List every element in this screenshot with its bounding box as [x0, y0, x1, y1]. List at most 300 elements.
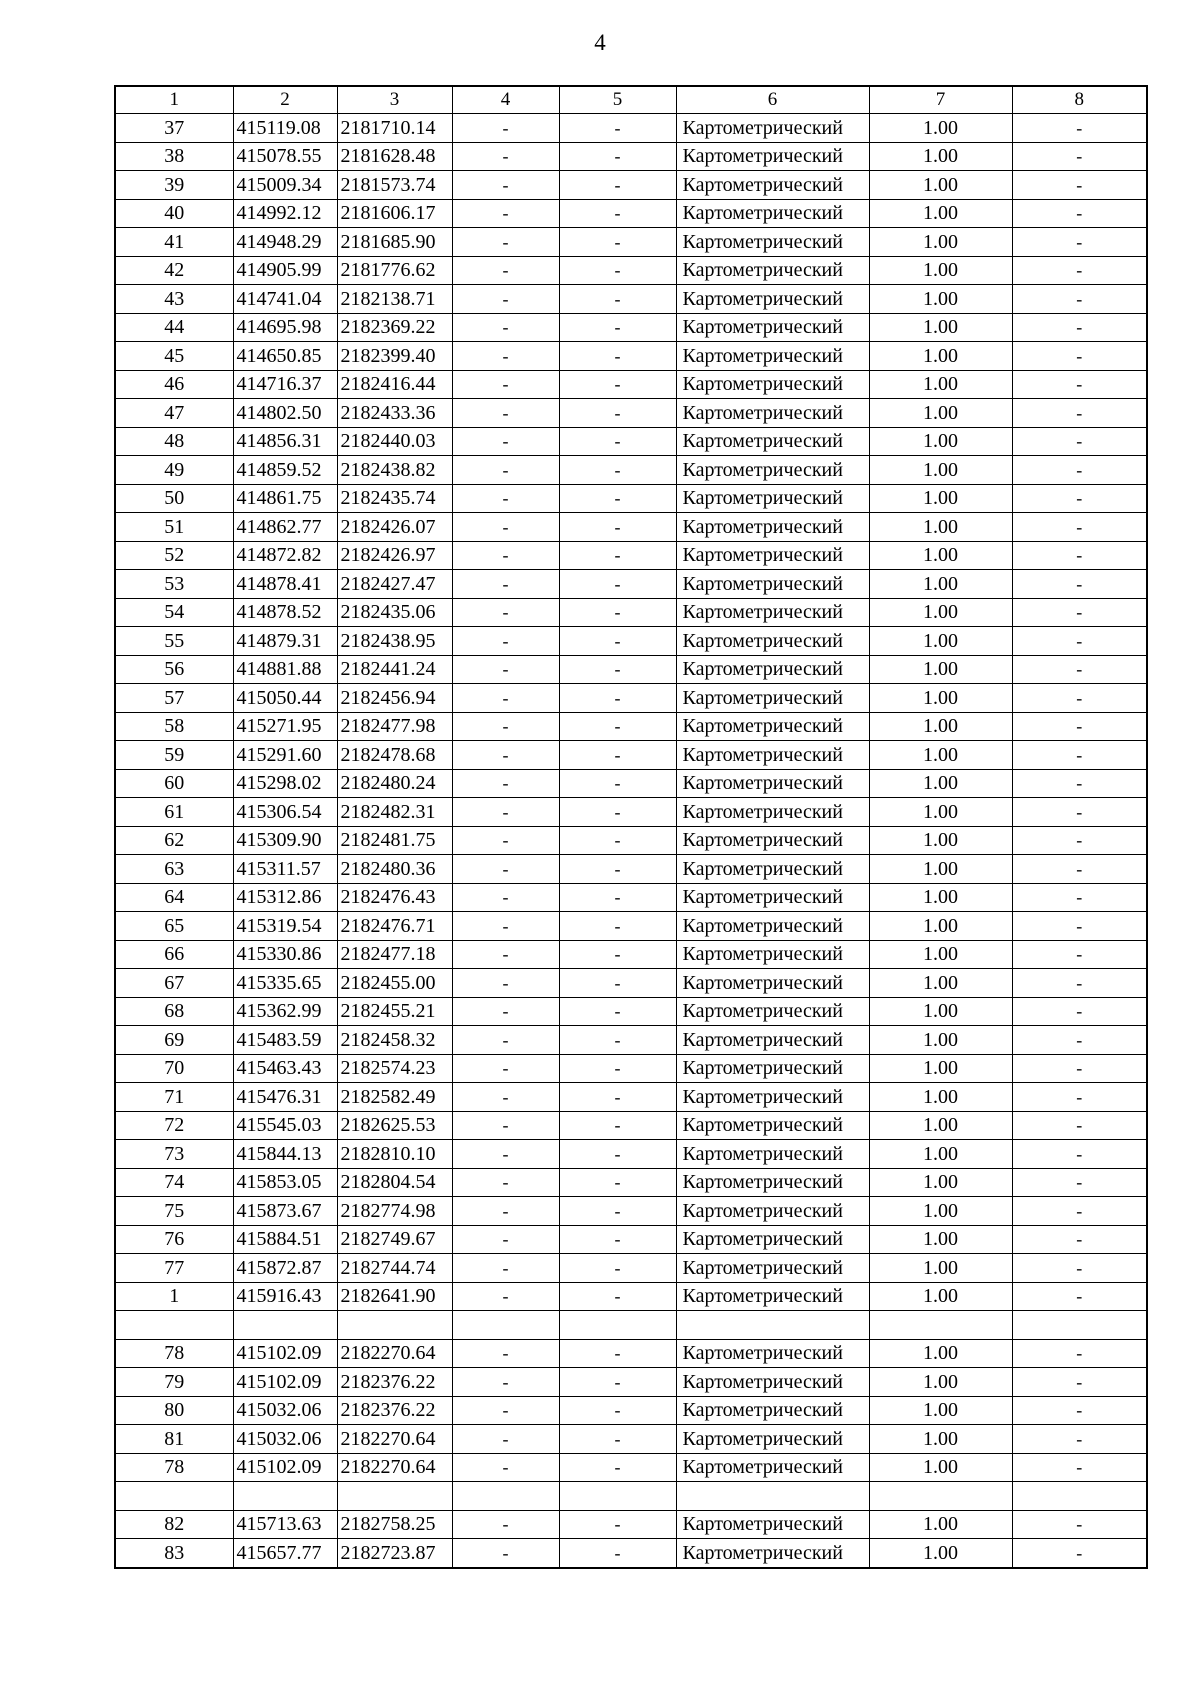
table-cell: 2182427.47 — [337, 570, 452, 599]
table-cell: 2182804.54 — [337, 1168, 452, 1197]
table-cell: Картометрический — [676, 513, 869, 542]
table-cell: - — [559, 741, 676, 770]
table-cell: 1.00 — [869, 912, 1012, 941]
table-cell: 2182477.18 — [337, 940, 452, 969]
table-cell: 414878.52 — [233, 598, 337, 627]
table-cell: - — [452, 598, 559, 627]
table-cell: - — [1012, 513, 1147, 542]
table-cell: 1.00 — [869, 883, 1012, 912]
table-cell: - — [1012, 1140, 1147, 1169]
table-cell: - — [1012, 1026, 1147, 1055]
table-row — [115, 798, 1147, 827]
table-cell: 83 — [115, 1539, 233, 1568]
table-cell: - — [559, 1225, 676, 1254]
column-header: 5 — [559, 86, 676, 114]
table-cell: Картометрический — [676, 570, 869, 599]
table-cell: Картометрический — [676, 1453, 869, 1482]
table-cell: 1.00 — [869, 826, 1012, 855]
table-cell: 2182435.74 — [337, 484, 452, 513]
table-cell: 1.00 — [869, 570, 1012, 599]
table-cell: 43 — [115, 285, 233, 314]
table-cell: 415306.54 — [233, 798, 337, 827]
table-cell: 1.00 — [869, 1453, 1012, 1482]
table-cell: - — [452, 1282, 559, 1311]
table-cell: - — [452, 456, 559, 485]
table-row — [115, 513, 1147, 542]
table-cell: 2181628.48 — [337, 142, 452, 171]
table-cell: 1.00 — [869, 228, 1012, 257]
table-cell: - — [1012, 1453, 1147, 1482]
table-cell: - — [452, 399, 559, 428]
table-cell: - — [1012, 342, 1147, 371]
table-cell: 2182455.00 — [337, 969, 452, 998]
table-cell: Картометрический — [676, 712, 869, 741]
table-cell: Картометрический — [676, 256, 869, 285]
table-cell: Картометрический — [676, 456, 869, 485]
table-cell: 1.00 — [869, 1425, 1012, 1454]
table-cell: 415853.05 — [233, 1168, 337, 1197]
table-cell: 1.00 — [869, 1168, 1012, 1197]
table-cell: 415844.13 — [233, 1140, 337, 1169]
table-cell: - — [452, 997, 559, 1026]
table-cell: 415335.65 — [233, 969, 337, 998]
table-cell: 47 — [115, 399, 233, 428]
table-row — [115, 199, 1147, 228]
table-cell: Картометрический — [676, 1054, 869, 1083]
table-cell: 415271.95 — [233, 712, 337, 741]
table-cell: 2182399.40 — [337, 342, 452, 371]
table-row — [115, 1026, 1147, 1055]
table-cell: Картометрический — [676, 1168, 869, 1197]
table-cell: 2182416.44 — [337, 370, 452, 399]
table-cell: 62 — [115, 826, 233, 855]
table-cell: Картометрический — [676, 1225, 869, 1254]
table-cell: 1.00 — [869, 456, 1012, 485]
table-row — [115, 883, 1147, 912]
table-cell: 414802.50 — [233, 399, 337, 428]
table-cell: - — [559, 712, 676, 741]
table-cell: - — [452, 285, 559, 314]
table-cell: 1.00 — [869, 285, 1012, 314]
table-row — [115, 399, 1147, 428]
table-cell: - — [559, 798, 676, 827]
table-cell: 1.00 — [869, 684, 1012, 713]
table-cell: 46 — [115, 370, 233, 399]
table-cell: 2182749.67 — [337, 1225, 452, 1254]
table-cell: 415078.55 — [233, 142, 337, 171]
table-cell: - — [452, 655, 559, 684]
table-cell: 2182476.43 — [337, 883, 452, 912]
table-cell: - — [452, 513, 559, 542]
table-cell: - — [452, 741, 559, 770]
table-cell: - — [559, 1539, 676, 1568]
table-row — [115, 598, 1147, 627]
table-cell: 415311.57 — [233, 855, 337, 884]
table-cell: 2182441.24 — [337, 655, 452, 684]
table-cell: - — [559, 855, 676, 884]
table-cell: - — [1012, 1396, 1147, 1425]
table-cell: - — [559, 199, 676, 228]
table-row — [115, 969, 1147, 998]
table-cell: - — [452, 1225, 559, 1254]
table-cell: - — [452, 1368, 559, 1397]
table-cell: 1.00 — [869, 1054, 1012, 1083]
table-cell: - — [559, 883, 676, 912]
table-cell: 1.00 — [869, 712, 1012, 741]
table-cell: 1.00 — [869, 769, 1012, 798]
table-cell: - — [1012, 712, 1147, 741]
table-cell: 2182574.23 — [337, 1054, 452, 1083]
table-row — [115, 114, 1147, 143]
table-row — [115, 342, 1147, 371]
table-cell: - — [452, 1111, 559, 1140]
table-cell: 415032.06 — [233, 1425, 337, 1454]
table-cell: 73 — [115, 1140, 233, 1169]
table-cell: 76 — [115, 1225, 233, 1254]
table-cell: - — [559, 1140, 676, 1169]
table-cell: - — [452, 256, 559, 285]
table-cell: 1.00 — [869, 399, 1012, 428]
table-cell: - — [559, 513, 676, 542]
table-cell: - — [452, 313, 559, 342]
table-cell — [452, 1311, 559, 1340]
table-cell: - — [1012, 741, 1147, 770]
table-cell: Картометрический — [676, 342, 869, 371]
table-cell: 1.00 — [869, 598, 1012, 627]
table-cell: - — [452, 769, 559, 798]
table-cell: 414879.31 — [233, 627, 337, 656]
column-header: 4 — [452, 86, 559, 114]
table-cell: - — [452, 883, 559, 912]
table-cell: 1.00 — [869, 484, 1012, 513]
table-cell: - — [1012, 570, 1147, 599]
table-cell: Картометрический — [676, 313, 869, 342]
table-cell: - — [452, 342, 559, 371]
table-cell: Картометрический — [676, 370, 869, 399]
table-cell: - — [452, 114, 559, 143]
table-cell: - — [1012, 655, 1147, 684]
table-row — [115, 1111, 1147, 1140]
table-cell: 39 — [115, 171, 233, 200]
table-cell: 82 — [115, 1510, 233, 1539]
table-row — [115, 1168, 1147, 1197]
table-cell: 2182582.49 — [337, 1083, 452, 1112]
table-cell: 63 — [115, 855, 233, 884]
table-cell: - — [559, 370, 676, 399]
table-cell: 2182438.82 — [337, 456, 452, 485]
table-cell: Картометрический — [676, 598, 869, 627]
table-cell: - — [559, 1396, 676, 1425]
table-cell: - — [1012, 940, 1147, 969]
table-cell: Картометрический — [676, 940, 869, 969]
table-row — [115, 1054, 1147, 1083]
table-cell: 415657.77 — [233, 1539, 337, 1568]
table-cell: 2181685.90 — [337, 228, 452, 257]
table-cell: 415291.60 — [233, 741, 337, 770]
table-cell: - — [559, 1111, 676, 1140]
table-cell: 57 — [115, 684, 233, 713]
table-cell: - — [1012, 1368, 1147, 1397]
page-number: 4 — [594, 30, 606, 55]
table-cell: Картометрический — [676, 1510, 869, 1539]
table-cell: - — [452, 1510, 559, 1539]
table-cell: 2182480.24 — [337, 769, 452, 798]
table-cell: - — [1012, 1054, 1147, 1083]
table-cell: - — [452, 1539, 559, 1568]
table-cell: 2182758.25 — [337, 1510, 452, 1539]
table-cell: Картометрический — [676, 883, 869, 912]
table-cell: 79 — [115, 1368, 233, 1397]
table-cell: - — [1012, 1225, 1147, 1254]
table-cell: - — [452, 712, 559, 741]
table-cell: 2182433.36 — [337, 399, 452, 428]
table-cell: 415872.87 — [233, 1254, 337, 1283]
coordinates-table — [114, 85, 1148, 1569]
table-cell: - — [559, 1510, 676, 1539]
table-cell: Картометрический — [676, 142, 869, 171]
table-cell: 1.00 — [869, 1083, 1012, 1112]
table-cell: 48 — [115, 427, 233, 456]
table-cell: - — [452, 1026, 559, 1055]
table-cell: Картометрический — [676, 199, 869, 228]
table-cell: - — [559, 1197, 676, 1226]
table-cell: 415545.03 — [233, 1111, 337, 1140]
table-cell: 2182270.64 — [337, 1453, 452, 1482]
table-cell: 2181776.62 — [337, 256, 452, 285]
table-cell: - — [1012, 313, 1147, 342]
table-cell: Картометрический — [676, 114, 869, 143]
table-cell: - — [1012, 855, 1147, 884]
table-row — [115, 627, 1147, 656]
table-cell: 2182426.97 — [337, 541, 452, 570]
table-cell: - — [452, 1339, 559, 1368]
table-cell: 414695.98 — [233, 313, 337, 342]
table-cell: - — [559, 171, 676, 200]
table-cell: 68 — [115, 997, 233, 1026]
table-cell: Картометрический — [676, 1282, 869, 1311]
table-cell: 1.00 — [869, 1282, 1012, 1311]
table-cell: - — [559, 1339, 676, 1368]
table-cell: 59 — [115, 741, 233, 770]
table-cell: 42 — [115, 256, 233, 285]
table-cell: 1.00 — [869, 171, 1012, 200]
table-cell: 1.00 — [869, 370, 1012, 399]
table-cell: 2182476.71 — [337, 912, 452, 941]
table-cell: - — [452, 570, 559, 599]
table-cell: Картометрический — [676, 969, 869, 998]
table-cell: 1.00 — [869, 513, 1012, 542]
table-cell: - — [559, 342, 676, 371]
table-cell: 1.00 — [869, 741, 1012, 770]
table-cell: 415102.09 — [233, 1368, 337, 1397]
table-cell: 1.00 — [869, 627, 1012, 656]
table-cell: 69 — [115, 1026, 233, 1055]
table-cell: 49 — [115, 456, 233, 485]
table-cell — [559, 1482, 676, 1511]
table-cell: - — [1012, 1111, 1147, 1140]
table-cell: 1.00 — [869, 1140, 1012, 1169]
table-cell: Картометрический — [676, 171, 869, 200]
table-cell: 64 — [115, 883, 233, 912]
table-cell: - — [559, 484, 676, 513]
table-cell: 40 — [115, 199, 233, 228]
table-cell: - — [452, 1396, 559, 1425]
table-cell: - — [452, 1254, 559, 1283]
table-cell: Картометрический — [676, 1026, 869, 1055]
table-cell: - — [559, 1425, 676, 1454]
table-cell: - — [1012, 1539, 1147, 1568]
table-cell: - — [1012, 826, 1147, 855]
table-cell: Картометрический — [676, 997, 869, 1026]
table-cell: 1.00 — [869, 1368, 1012, 1397]
table-row — [115, 1539, 1147, 1568]
table-row — [115, 456, 1147, 485]
table-cell: - — [559, 769, 676, 798]
table-cell: - — [559, 541, 676, 570]
table-cell: 1.00 — [869, 940, 1012, 969]
table-cell: 2182478.68 — [337, 741, 452, 770]
table-cell: - — [452, 1453, 559, 1482]
table-row — [115, 570, 1147, 599]
table-cell: - — [452, 627, 559, 656]
table-cell: - — [559, 598, 676, 627]
table-cell: - — [1012, 1254, 1147, 1283]
table-cell: 1.00 — [869, 1339, 1012, 1368]
table-cell: 70 — [115, 1054, 233, 1083]
table-cell: Картометрический — [676, 912, 869, 941]
table-cell: 2181710.14 — [337, 114, 452, 143]
table-cell: - — [1012, 912, 1147, 941]
table-cell: - — [1012, 142, 1147, 171]
table-cell: 1.00 — [869, 798, 1012, 827]
table-cell: - — [1012, 1510, 1147, 1539]
table-row — [115, 684, 1147, 713]
table-cell: Картометрический — [676, 1140, 869, 1169]
table-cell: - — [1012, 798, 1147, 827]
table-cell: - — [452, 684, 559, 713]
table-row — [115, 1197, 1147, 1226]
table-row — [115, 285, 1147, 314]
table-cell: 2182456.94 — [337, 684, 452, 713]
table-row — [115, 655, 1147, 684]
table-cell: - — [559, 285, 676, 314]
table-row — [115, 1311, 1147, 1340]
table-cell: - — [452, 228, 559, 257]
table-cell: Картометрический — [676, 1111, 869, 1140]
table-cell: 2182270.64 — [337, 1425, 452, 1454]
table-cell: - — [559, 570, 676, 599]
table-cell: 415463.43 — [233, 1054, 337, 1083]
table-cell: 415483.59 — [233, 1026, 337, 1055]
table-cell: Картометрический — [676, 1254, 869, 1283]
table-row — [115, 826, 1147, 855]
table-cell: 1 — [115, 1282, 233, 1311]
table-cell: 45 — [115, 342, 233, 371]
table-cell: 2182435.06 — [337, 598, 452, 627]
table-cell: 2182482.31 — [337, 798, 452, 827]
table-cell: - — [1012, 969, 1147, 998]
table-cell: Картометрический — [676, 1425, 869, 1454]
table-cell: - — [452, 826, 559, 855]
table-cell: - — [452, 370, 559, 399]
table-cell: Картометрический — [676, 1197, 869, 1226]
table-cell: 1.00 — [869, 142, 1012, 171]
table-row — [115, 228, 1147, 257]
table-cell: 414861.75 — [233, 484, 337, 513]
table-row — [115, 912, 1147, 941]
table-cell: Картометрический — [676, 855, 869, 884]
table-cell: 415916.43 — [233, 1282, 337, 1311]
table-cell: Картометрический — [676, 769, 869, 798]
table-cell: 37 — [115, 114, 233, 143]
table-cell: - — [1012, 484, 1147, 513]
table-cell: - — [1012, 427, 1147, 456]
table-row — [115, 769, 1147, 798]
table-cell: - — [559, 1026, 676, 1055]
table-cell: - — [559, 399, 676, 428]
table-cell: - — [1012, 1083, 1147, 1112]
table-cell: 414881.88 — [233, 655, 337, 684]
table-cell: - — [1012, 627, 1147, 656]
table-cell: - — [1012, 1425, 1147, 1454]
table-cell: 1.00 — [869, 1510, 1012, 1539]
table-row — [115, 1368, 1147, 1397]
table-cell: Картометрический — [676, 484, 869, 513]
table-cell: - — [452, 1054, 559, 1083]
table-cell — [1012, 1482, 1147, 1511]
table-cell — [337, 1482, 452, 1511]
table-cell: - — [452, 199, 559, 228]
table-cell: - — [452, 912, 559, 941]
table-cell: Картометрический — [676, 228, 869, 257]
table-cell: - — [1012, 883, 1147, 912]
table-cell: 415102.09 — [233, 1453, 337, 1482]
table-row — [115, 1453, 1147, 1482]
table-cell: 2182440.03 — [337, 427, 452, 456]
table-cell: 415362.99 — [233, 997, 337, 1026]
table-row — [115, 370, 1147, 399]
table-cell: 2181606.17 — [337, 199, 452, 228]
table-cell: 414905.99 — [233, 256, 337, 285]
table-cell: 80 — [115, 1396, 233, 1425]
table-cell: 414992.12 — [233, 199, 337, 228]
table-cell: - — [559, 997, 676, 1026]
table-cell: 2182774.98 — [337, 1197, 452, 1226]
table-cell: 50 — [115, 484, 233, 513]
table-cell — [676, 1311, 869, 1340]
table-cell: 2182458.32 — [337, 1026, 452, 1055]
table-cell: - — [559, 1453, 676, 1482]
table-cell: 2182376.22 — [337, 1396, 452, 1425]
table-cell: 1.00 — [869, 114, 1012, 143]
table-row — [115, 1425, 1147, 1454]
table-row — [115, 1482, 1147, 1511]
table-cell: 415102.09 — [233, 1339, 337, 1368]
table-cell: - — [452, 1083, 559, 1112]
table-cell — [1012, 1311, 1147, 1340]
table-cell: - — [1012, 541, 1147, 570]
table-cell: - — [559, 940, 676, 969]
table-cell: - — [559, 826, 676, 855]
table-cell: 2182138.71 — [337, 285, 452, 314]
table-cell: 81 — [115, 1425, 233, 1454]
table-cell: 2182369.22 — [337, 313, 452, 342]
table-row — [115, 1339, 1147, 1368]
column-header: 3 — [337, 86, 452, 114]
table-cell — [869, 1311, 1012, 1340]
table-cell: 1.00 — [869, 541, 1012, 570]
table-cell: Картометрический — [676, 798, 869, 827]
